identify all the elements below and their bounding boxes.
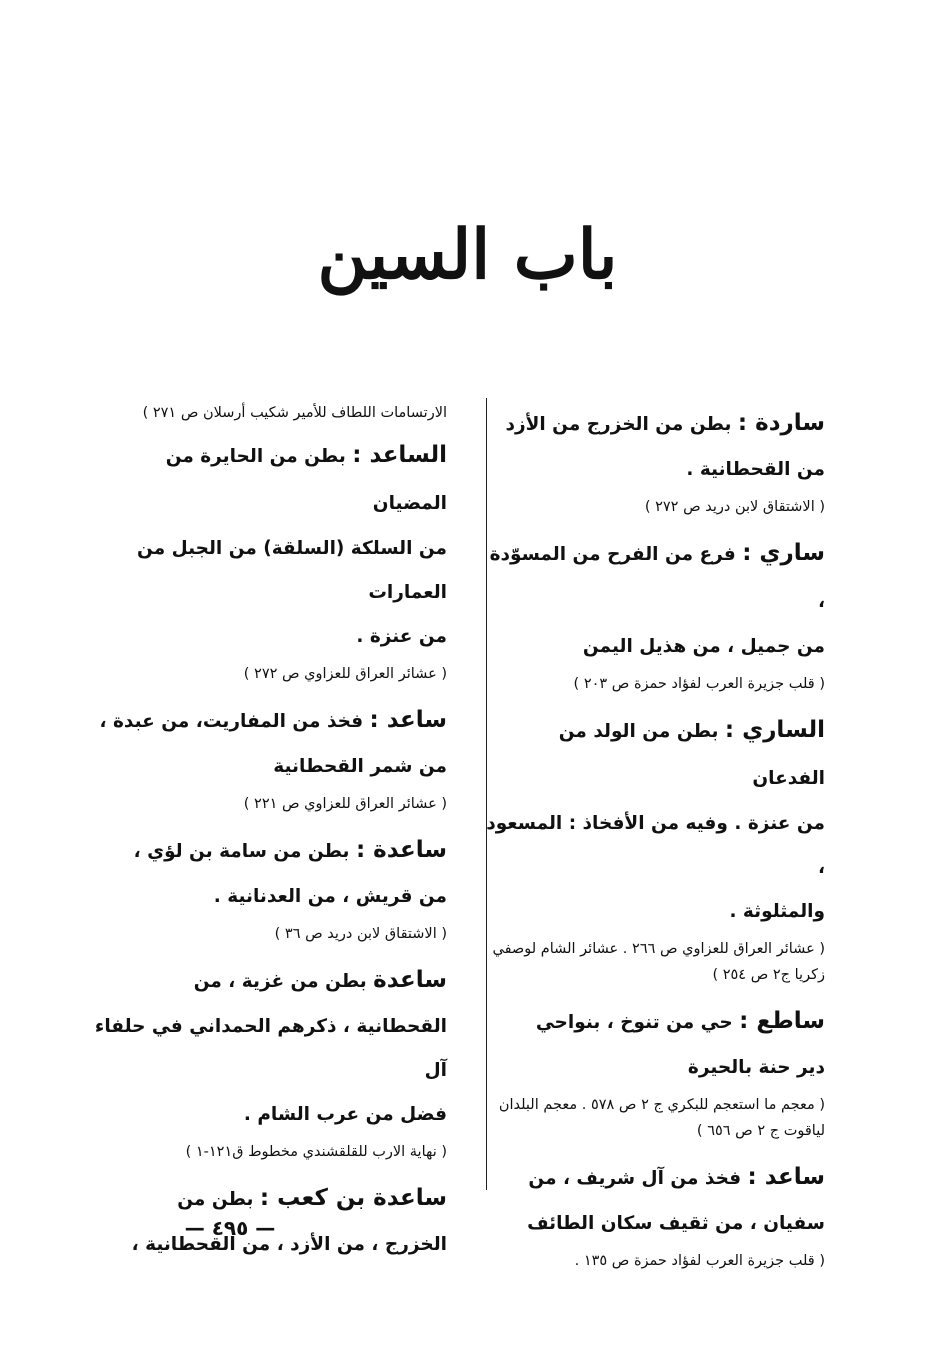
entry-text: بطن من <box>177 1189 254 1210</box>
source-citation: ( الاشتقاق لابن دريد ص ٢٧٢ ) <box>644 499 825 515</box>
entry-name: ساطع : <box>739 1008 825 1034</box>
entry-text: فضل من عرب الشام . <box>243 1104 447 1125</box>
entry-al-sari <box>485 707 825 988</box>
page-number: — ٤٩٥ — <box>184 1216 276 1240</box>
left-column <box>92 400 447 1277</box>
right-column <box>485 400 825 1284</box>
entry-name: ساعدة : <box>355 837 447 863</box>
entry-text: من السلكة (السلقة) من الجبل من العمارات <box>137 538 447 603</box>
entry-name: الساري : <box>724 717 825 743</box>
entry-al-saed <box>92 432 447 687</box>
entry-text: حي من تنوخ ، بنواحي <box>535 1012 733 1033</box>
entry-name: ساعد : <box>369 707 447 733</box>
entry-saeda-2 <box>92 957 447 1165</box>
entry-sari <box>485 530 825 697</box>
source-citation: ( نهاية الارب للقلقشندي مخطوط ق١٢١-١ ) <box>185 1144 447 1160</box>
entry-text: فرع من الفرح من المسوّدة ، <box>489 544 825 612</box>
entry-text: فخذ من آل شريف ، من <box>528 1168 742 1189</box>
entry-text: من جميل ، من هذيل اليمن <box>582 636 825 657</box>
entry-text: بطن من الحايرة من المضيان <box>165 446 447 514</box>
entry-text: من شمر القحطانية <box>273 756 447 777</box>
source-citation: ( عشائر العراق للعزاوي ص ٢٢١ ) <box>243 796 447 812</box>
entry-name: ساعد : <box>747 1164 825 1190</box>
entry-saeda <box>92 827 447 947</box>
entry-text: الخزرج ، من الأزد ، من القحطانية ، <box>131 1234 447 1255</box>
source-citation: ( قلب جزيرة العرب لفؤاد حمزة ص ٢٠٣ ) <box>573 676 825 692</box>
entry-name: الساعد : <box>352 442 447 468</box>
entry-sati <box>485 998 825 1144</box>
source-citation: ( عشائر العراق للعزاوي ص ٢٧٢ ) <box>243 666 447 682</box>
entry-name: ساعدة <box>373 967 447 993</box>
entry-text: دير حنة بالحيرة <box>687 1057 825 1078</box>
entry-name: ساري : <box>742 540 825 566</box>
source-citation: ( معجم ما استعجم للبكري ج ٢ ص ٥٧٨ . معجم البلدان لياقوت ج ٢ ص ٦٥٦ ) <box>498 1097 825 1139</box>
chapter-title: باب السين <box>317 215 618 295</box>
source-citation: ( قلب جزيرة العرب لفؤاد حمزة ص ١٣٥ . <box>574 1253 825 1269</box>
entry-saed <box>485 1154 825 1274</box>
entry-text: من عنزة . <box>356 626 447 647</box>
entry-text: بطن من الولد من الفدعان <box>558 721 825 789</box>
entry-text: بطن من سامة بن لؤي ، <box>133 841 350 862</box>
entry-text: من قريش ، من العدنانية . <box>213 886 447 907</box>
source-citation: ( الاشتقاق لابن دريد ص ٣٦ ) <box>274 926 447 942</box>
entry-name: ساعدة بن كعب : <box>259 1185 447 1211</box>
entry-text: سفيان ، من ثقيف سكان الطائف <box>527 1213 825 1234</box>
entry-saed-2 <box>92 697 447 817</box>
entry-sarda <box>485 400 825 520</box>
entry-text: القحطانية ، ذكرهم الحمداني في حلفاء آل <box>94 1016 447 1081</box>
entry-text: من القحطانية . <box>686 459 825 480</box>
entry-text: من عنزة . وفيه من الأفخاذ : المسعود ، <box>486 813 825 878</box>
continued-citation: الارتسامات اللطاف للأمير شكيب أرسلان ص ٢٧١ ) <box>142 405 447 421</box>
source-citation: ( عشائر العراق للعزاوي ص ٢٦٦ . عشائر الشام لوصفي زكريا ج٢ ص ٢٥٤ ) <box>492 941 825 983</box>
entry-text: بطن من الخزرج من الأزد <box>505 414 732 435</box>
entry-text: بطن من غزية ، من <box>193 971 367 992</box>
entry-name: ساردة : <box>737 410 825 436</box>
entry-text: والمثلوثة . <box>729 901 825 922</box>
entry-text: فخذ من المفاريت، من عبدة ، <box>99 711 364 732</box>
